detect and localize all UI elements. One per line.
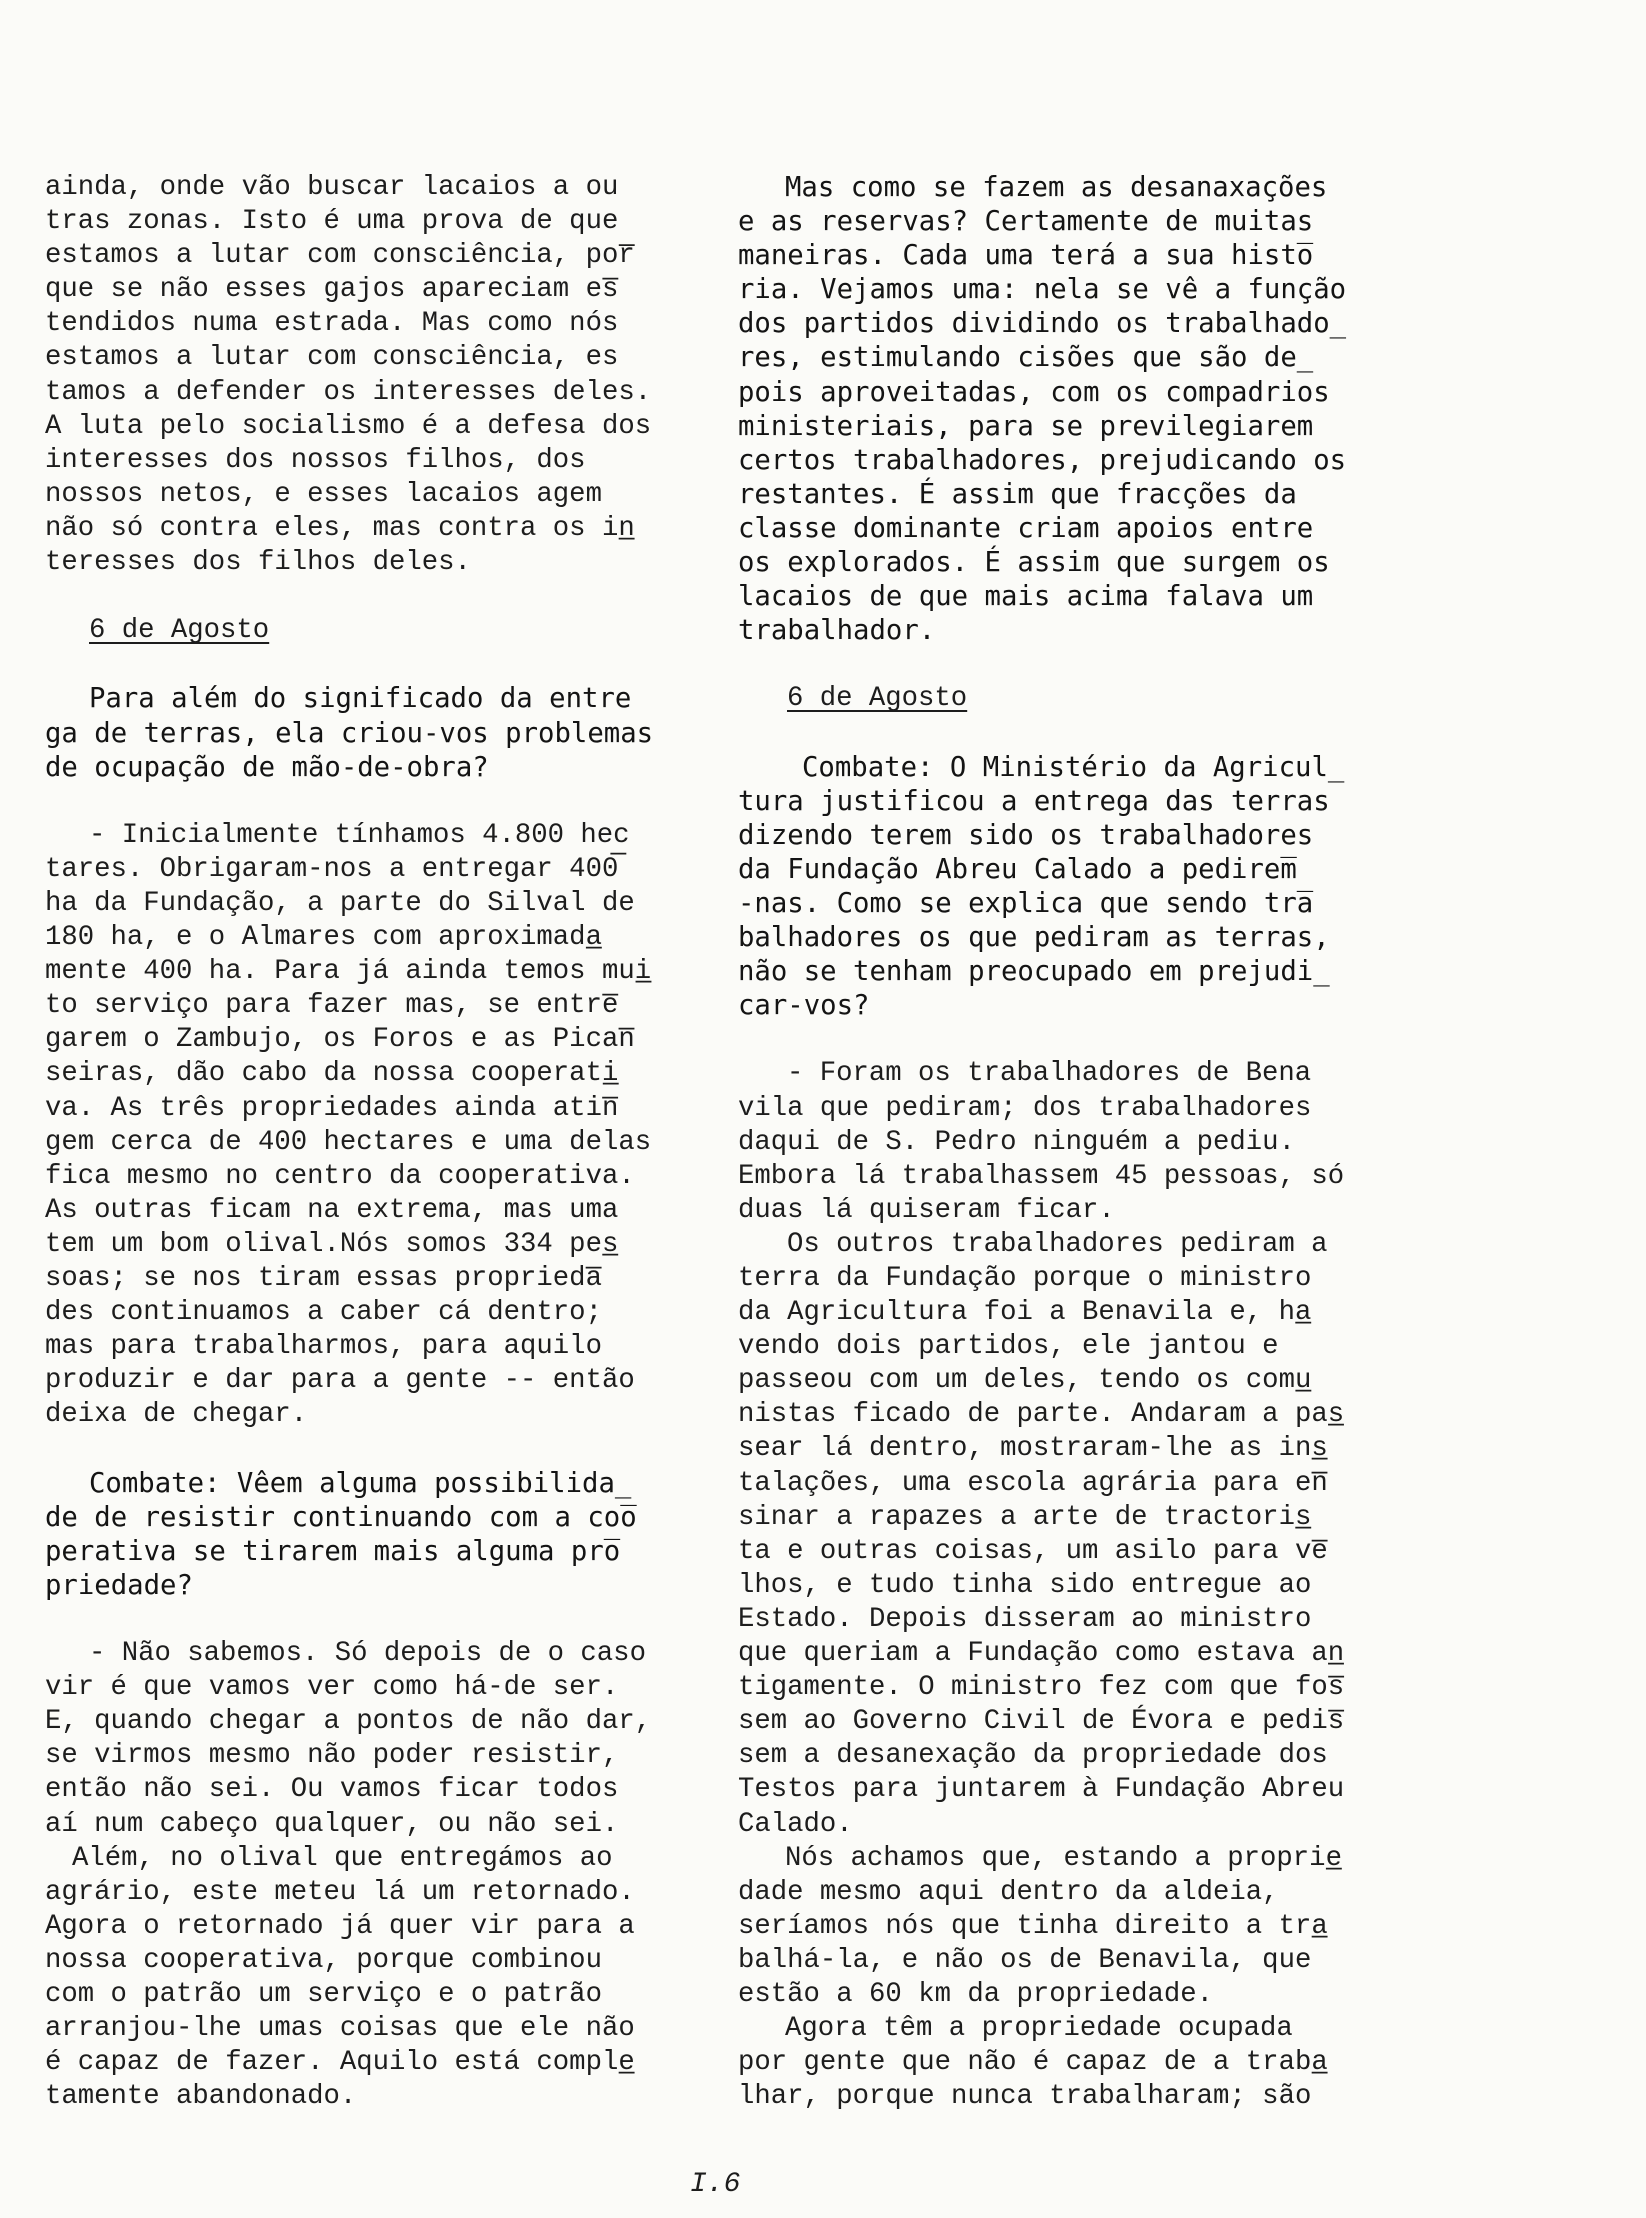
text-line: Agora o retornado já quer vir para a xyxy=(45,1910,635,1942)
blank-line xyxy=(738,648,1368,682)
text-line: não só contra eles, mas contra os in̲ xyxy=(45,512,635,544)
text-line: duas lá quiseram ficar. xyxy=(738,1194,1115,1226)
text-line: balhá-la, e não os de Benavila, que xyxy=(738,1944,1312,1976)
interview-answer xyxy=(45,819,675,1433)
page-number: I.6 xyxy=(690,2169,741,2200)
text-line: tigamente. O ministro fez com que fos̅ xyxy=(738,1672,1345,1704)
text-line: Os outros trabalhadores pediram a xyxy=(787,1228,1328,1260)
text-line: ha da Fundação, a parte do Silval de xyxy=(45,887,635,919)
text-line: tares. Obrigaram-nos a entregar 400̅ xyxy=(45,853,619,885)
text-line: ministeriais, para se previlegiarem xyxy=(738,410,1314,442)
blank-line xyxy=(45,648,675,682)
text-line: sem ao Governo Civil de Évora e pedis̅ xyxy=(738,1706,1345,1738)
text-line: não se tenham preocupado em prejudi̲ xyxy=(738,956,1330,988)
text-line: nossa cooperativa, porque combinou xyxy=(45,1944,602,1976)
text-line: então não sei. Ou vamos ficar todos xyxy=(45,1774,619,1806)
text-line: classe dominante criam apoios entre xyxy=(738,512,1314,544)
text-line: trabalhador. xyxy=(738,615,936,647)
text-line: ta e outras coisas, um asilo para ve̅ xyxy=(738,1535,1328,1567)
text-line: -nas. Como se explica que sendo tra̅ xyxy=(738,887,1314,919)
text-line: Combate: Vêem alguma possibilida̲ xyxy=(89,1467,632,1499)
text-line: lhos, e tudo tinha sido entregue ao xyxy=(738,1569,1312,1601)
text-line: teresses dos filhos deles. xyxy=(45,547,471,579)
text-line: terra da Fundação porque o ministro xyxy=(738,1263,1312,1294)
text-line: os explorados. É assim que surgem os xyxy=(738,547,1330,579)
text-line: mente 400 ha. Para já ainda temos mui̲ xyxy=(45,956,652,988)
text-line: vir é que vamos ver como há-de ser. xyxy=(45,1672,619,1704)
text-line: perativa se tirarem mais alguma pro̅ xyxy=(45,1535,621,1567)
text-line: - Inicialmente tínhamos 4.800 hec xyxy=(89,819,630,851)
interview-answer xyxy=(738,1057,1368,1227)
text-line: seríamos nós que tinha direito a tra̲ xyxy=(738,1910,1328,1942)
interview-question xyxy=(45,1467,675,1603)
text-line: sinar a rapazes a arte de tractoris̲ xyxy=(738,1501,1312,1533)
text-line: com o patrão um serviço e o patrão xyxy=(45,1978,602,2010)
text-line: daqui de S. Pedro ninguém a pediu. xyxy=(738,1126,1295,1158)
interview-question xyxy=(738,751,1368,1024)
text-line: A luta pelo socialismo é a defesa dos xyxy=(45,410,652,442)
text-line: gem cerca de 400 hectares e uma delas xyxy=(45,1126,652,1158)
text-line: restantes. É assim que fracções da xyxy=(738,478,1297,510)
text-line: priedade? xyxy=(45,1569,193,1601)
text-line: e as reservas? Certamente de muitas xyxy=(738,206,1314,238)
intro-paragraph xyxy=(45,171,675,580)
interview-answer xyxy=(738,1842,1368,2012)
blank-line xyxy=(45,1603,675,1637)
text-line: dizendo terem sido os trabalhadores xyxy=(738,819,1314,851)
text-line: passeou com um deles, tendo os comu̲ xyxy=(738,1365,1312,1397)
text-line: é capaz de fazer. Aquilo está comple̲ xyxy=(45,2047,635,2079)
text-line: dos partidos dividindo os trabalhado̲ xyxy=(738,308,1347,340)
text-line: car-vos? xyxy=(738,990,870,1022)
text-line: certos trabalhadores, prejudicando os xyxy=(738,444,1347,476)
text-line: por gente que não é capaz de a traba̲ xyxy=(738,2047,1328,2079)
text-line: arranjou-lhe umas coisas que ele não xyxy=(45,2013,635,2045)
text-line: nistas ficado de parte. Andaram a pas̲ xyxy=(738,1399,1345,1431)
text-line: 180 ha, e o Almares com aproximada̲ xyxy=(45,922,602,954)
blank-line xyxy=(738,1023,1368,1057)
text-line: mas para trabalharmos, para aquilo xyxy=(45,1331,602,1363)
text-line: tem um bom olival.Nós somos 334 pes̲ xyxy=(45,1228,619,1260)
text-line: - Foram os trabalhadores de Bena xyxy=(787,1058,1312,1090)
text-line: tras zonas. Isto é uma prova de que xyxy=(45,206,619,238)
text-line: de de resistir continuando com a coo̅ xyxy=(45,1501,637,1533)
text-line: As outras ficam na extrema, mas uma xyxy=(45,1194,619,1226)
date-heading: 6 de Agosto xyxy=(787,683,968,715)
text-line: va. As três propriedades ainda atin̅ xyxy=(45,1092,619,1124)
blank-line xyxy=(45,580,675,614)
text-line: lacaios de que mais acima falava um xyxy=(738,581,1314,613)
text-line: Mas como se fazem as desanaxações xyxy=(785,172,1328,203)
text-line: ainda, onde vão buscar lacaios a ou xyxy=(45,172,619,203)
text-line: - Não sabemos. Só depois de o caso xyxy=(89,1638,646,1670)
text-line: tamente abandonado. xyxy=(45,2081,357,2113)
text-line: Para além do significado da entre xyxy=(89,683,632,715)
text-line: ga de terras, ela criou-vos problemas xyxy=(45,717,654,749)
text-line: Estado. Depois disseram ao ministro xyxy=(738,1603,1312,1635)
text-line: Embora lá trabalhassem 45 pessoas, só xyxy=(738,1160,1345,1192)
text-line: da Agricultura foi a Benavila e, ha̲ xyxy=(738,1297,1312,1329)
text-line: res, estimulando cisões que são de̲ xyxy=(738,342,1314,374)
text-line: se virmos mesmo não poder resistir, xyxy=(45,1740,619,1772)
blank-line xyxy=(45,785,675,819)
interview-answer xyxy=(738,1228,1368,1842)
text-line: talações, uma escola agrária para en̅ xyxy=(738,1467,1328,1499)
left-column xyxy=(45,171,675,2114)
date-heading: 6 de Agosto xyxy=(89,615,270,647)
text-line: ria. Vejamos uma: nela se vê a função xyxy=(738,274,1347,306)
interview-answer xyxy=(738,2012,1368,2114)
text-line: seiras, dão cabo da nossa cooperati̲ xyxy=(45,1058,619,1090)
text-line: Testos para juntarem à Fundação Abreu xyxy=(738,1774,1345,1806)
text-line: estamos a lutar com consciência, es xyxy=(45,342,619,374)
text-line: garem o Zambujo, os Foros e as Pican̅ xyxy=(45,1024,635,1056)
text-line: nossos netos, e esses lacaios agem xyxy=(45,478,602,510)
text-line: Nós achamos que, estando a proprie̲ xyxy=(785,1842,1342,1874)
text-line: tamos a defender os interesses deles. xyxy=(45,376,652,408)
text-line: Calado. xyxy=(738,1808,853,1840)
text-line: interesses dos nossos filhos, dos xyxy=(45,444,586,476)
text-line: sem a desanexação da propriedade dos xyxy=(738,1740,1328,1772)
text-line: de ocupação de mão-de-obra? xyxy=(45,751,489,783)
text-line: E, quando chegar a pontos de não dar, xyxy=(45,1706,652,1738)
text-line: Combate: O Ministério da Agricul̲ xyxy=(802,751,1345,783)
text-line: agrário, este meteu lá um retornado. xyxy=(45,1876,635,1908)
text-line: pois aproveitadas, com os compadrios xyxy=(738,376,1330,408)
blank-line xyxy=(738,717,1368,751)
text-line: lhar, porque nunca trabalharam; são xyxy=(738,2081,1312,2113)
text-line: tura justificou a entrega das terras xyxy=(738,785,1330,817)
text-line: sear lá dentro, mostraram-lhe as ins̲ xyxy=(738,1433,1328,1465)
text-line: estamos a lutar com consciência, por̅ xyxy=(45,240,635,272)
text-line: vila que pediram; dos trabalhadores xyxy=(738,1092,1312,1124)
text-line: Agora têm a propriedade ocupada xyxy=(785,2013,1293,2045)
text-line: maneiras. Cada uma terá a sua histo̅ xyxy=(738,240,1314,272)
text-line: balhadores os que pediram as terras, xyxy=(738,922,1330,954)
text-line: deixa de chegar. xyxy=(45,1399,308,1431)
text-line: da Fundação Abreu Calado a pedirem̅ xyxy=(738,853,1297,885)
text-line: des continuamos a caber cá dentro; xyxy=(45,1297,602,1329)
text-line: vendo dois partidos, ele jantou e xyxy=(738,1331,1279,1363)
text-line: tendidos numa estrada. Mas como nós xyxy=(45,308,619,340)
right-column xyxy=(738,171,1368,2114)
text-line: dade mesmo aqui dentro da aldeia, xyxy=(738,1876,1279,1908)
text-line: soas; se nos tiram essas proprieda̅ xyxy=(45,1263,602,1294)
text-line: produzir e dar para a gente -- então xyxy=(45,1365,635,1397)
text-line: que queriam a Fundação como estava an̲ xyxy=(738,1638,1345,1670)
text-line: estão a 60 km da propriedade. xyxy=(738,1978,1214,2010)
blank-line xyxy=(45,1432,675,1466)
intro-paragraph xyxy=(738,171,1368,648)
text-line: to serviço para fazer mas, se entre̅ xyxy=(45,990,619,1022)
interview-answer xyxy=(45,1842,675,2115)
text-line: aí num cabeço qualquer, ou não sei. xyxy=(45,1808,619,1840)
interview-question xyxy=(45,682,675,784)
text-line: fica mesmo no centro da cooperativa. xyxy=(45,1160,635,1192)
interview-answer xyxy=(45,1637,675,1842)
text-line: Além, no olival que entregámos ao xyxy=(72,1842,613,1874)
text-line: que se não esses gajos apareciam es̅ xyxy=(45,274,619,306)
